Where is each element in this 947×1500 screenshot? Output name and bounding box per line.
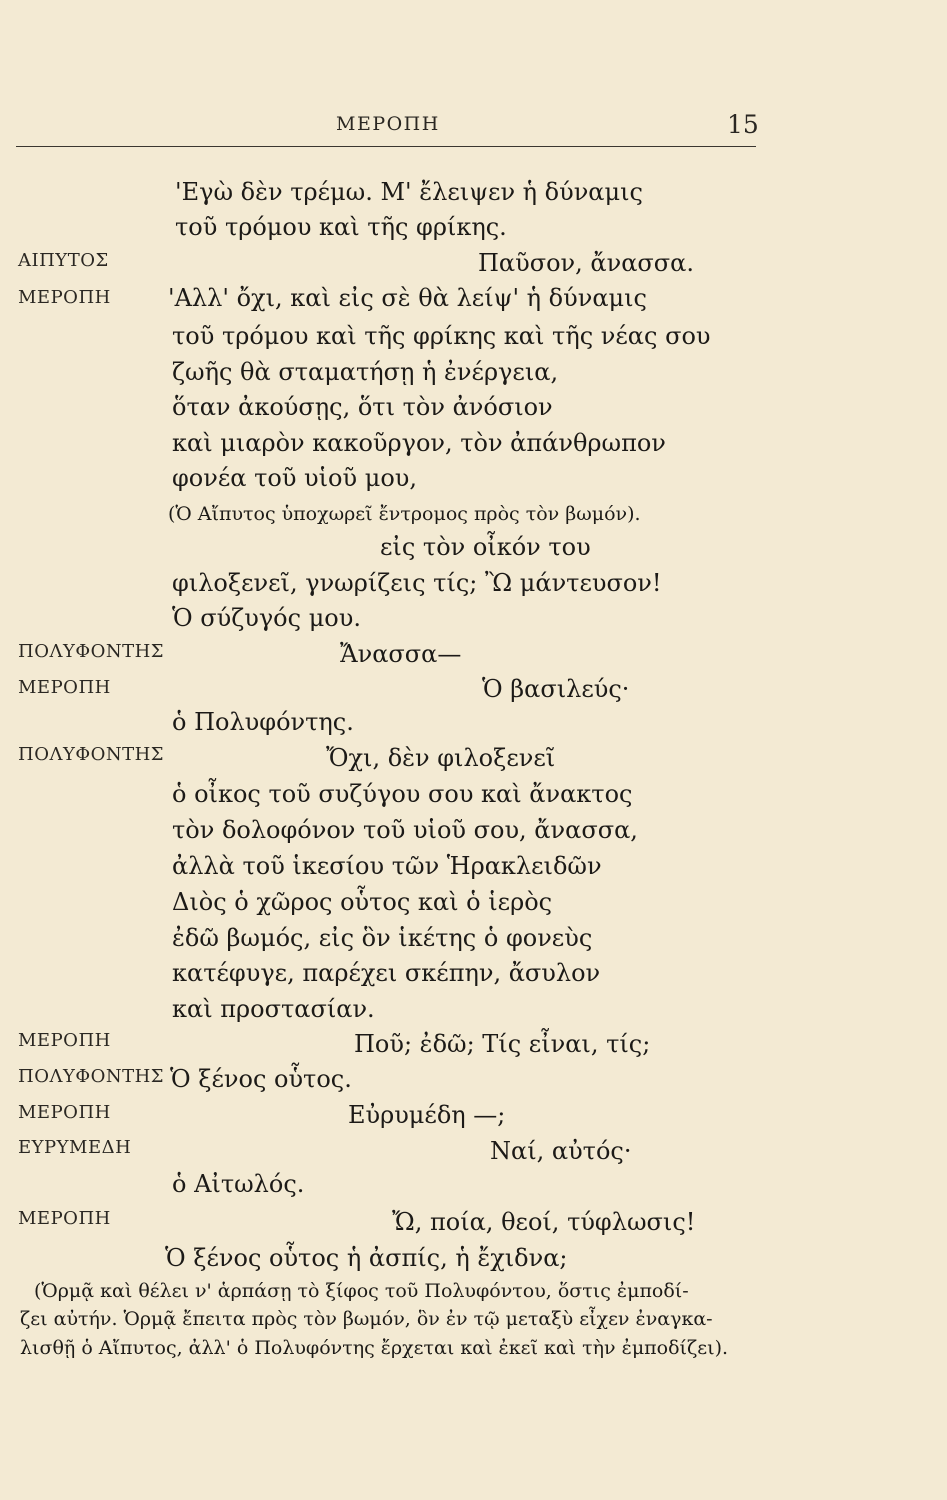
speaker-label: ΜΕΡΟΠΗ xyxy=(18,287,111,308)
verse-line: τοῦ τρόμου καὶ τῆς φρίκης καὶ τῆς νέας σου xyxy=(172,322,711,350)
speaker-label: ΠΟΛΥΦΟΝΤΗΣ xyxy=(18,1066,165,1087)
verse-line: Ὁ ξένος οὗτος. xyxy=(170,1065,352,1093)
verse-line: ἀλλὰ τοῦ ἱκεσίου τῶν Ἡρακλειδῶν xyxy=(172,852,602,880)
verse-line: ὅταν ἀκούσῃς, ὅτι τὸν ἀνόσιον xyxy=(172,393,553,421)
verse-line: τὸν δολοφόνον τοῦ υἱοῦ σου, ἄνασσα, xyxy=(172,816,638,844)
verse-line: καὶ μιαρὸν κακοῦργον, τὸν ἀπάνθρωπον xyxy=(172,429,666,457)
verse-line: κατέφυγε, παρέχει σκέπην, ἄσυλον xyxy=(172,959,601,987)
speaker-label: ΜΕΡΟΠΗ xyxy=(18,1030,111,1051)
stage-direction: λισθῇ ὁ Αἴπυτος, ἀλλ' ὁ Πολυφόντης ἔρχεται καὶ ἐκεῖ καὶ τὴν ἐμποδίζει). xyxy=(20,1337,729,1359)
verse-line: Ποῦ; ἐδῶ; Τίς εἶναι, τίς; xyxy=(354,1030,651,1058)
speaker-label: ΜΕΡΟΠΗ xyxy=(18,1208,111,1229)
speaker-label: ΜΕΡΟΠΗ xyxy=(18,1102,111,1123)
stage-direction: (Ὁ Αἴπυτος ὑποχωρεῖ ἔντρομος πρὸς τὸν βωμόν). xyxy=(168,503,641,525)
running-header-title: ΜΕΡΟΠΗ xyxy=(336,113,440,135)
verse-line: ζωῆς θὰ σταματήσῃ ἡ ἐνέργεια, xyxy=(172,358,559,386)
verse-line: Παῦσον, ἄνασσα. xyxy=(478,249,695,277)
verse-line: ὁ οἶκος τοῦ συζύγου σου καὶ ἄνακτος xyxy=(172,780,633,808)
speaker-label: ΠΟΛΥΦΟΝΤΗΣ xyxy=(18,744,165,765)
speaker-label: ΑΙΠΥΤΟΣ xyxy=(18,250,109,271)
verse-line: Ναί, αὐτός· xyxy=(490,1137,632,1165)
header-rule xyxy=(16,146,756,147)
verse-line: Ὁ βασιλεύς· xyxy=(482,675,630,703)
speaker-label: ΠΟΛΥΦΟΝΤΗΣ xyxy=(18,641,165,662)
stage-direction: ζει αὐτήν. Ὁρμᾷ ἔπειτα πρὸς τὸν βωμόν, ὃν ἐν τῷ μεταξὺ εἶχεν ἐναγκα- xyxy=(20,1308,713,1330)
verse-line: Ἄνασσα— xyxy=(340,640,462,668)
verse-line: Διὸς ὁ χῶρος οὗτος καὶ ὁ ἱερὸς xyxy=(172,888,553,916)
verse-line: Ὁ ξένος οὗτος ἡ ἀσπίς, ἡ ἔχιδνα; xyxy=(165,1244,568,1272)
verse-line: τοῦ τρόμου καὶ τῆς φρίκης. xyxy=(175,213,507,241)
verse-line: φονέα τοῦ υἱοῦ μου, xyxy=(172,464,417,492)
speaker-label: ΕΥΡΥΜΕΔΗ xyxy=(18,1137,132,1158)
verse-line: ὁ Αἰτωλός. xyxy=(172,1170,305,1198)
verse-line: ὁ Πολυφόντης. xyxy=(172,708,354,736)
verse-line: καὶ προστασίαν. xyxy=(172,995,375,1023)
verse-line: φιλοξενεῖ, γνωρίζεις τίς; Ὢ μάντευσον! xyxy=(172,569,662,597)
speaker-label: ΜΕΡΟΠΗ xyxy=(18,677,111,698)
page-number: 15 xyxy=(727,110,759,139)
verse-line: ἐδῶ βωμός, εἰς ὃν ἱκέτης ὁ φονεὺς xyxy=(172,924,593,952)
verse-line: Ὁ σύζυγός μου. xyxy=(172,604,361,632)
verse-line: 'Αλλ' ὄχι, καὶ εἰς σὲ θὰ λείψ' ἡ δύναμις xyxy=(168,284,647,312)
verse-line: Εὐρυμέδη —; xyxy=(348,1101,506,1129)
stage-direction: (Ὁρμᾷ καὶ θέλει ν' ἁρπάσῃ τὸ ξίφος τοῦ Πολυφόντου, ὅστις ἐμποδί- xyxy=(34,1280,689,1302)
verse-line: εἰς τὸν οἶκόν του xyxy=(380,533,591,561)
verse-line: Ὤ, ποία, θεοί, τύφλωσις! xyxy=(392,1208,696,1236)
verse-line: 'Εγὼ δὲν τρέμω. Μ' ἔλειψεν ἡ δύναμις xyxy=(175,178,643,206)
verse-line: Ὄχι, δὲν φιλοξενεῖ xyxy=(326,744,556,772)
